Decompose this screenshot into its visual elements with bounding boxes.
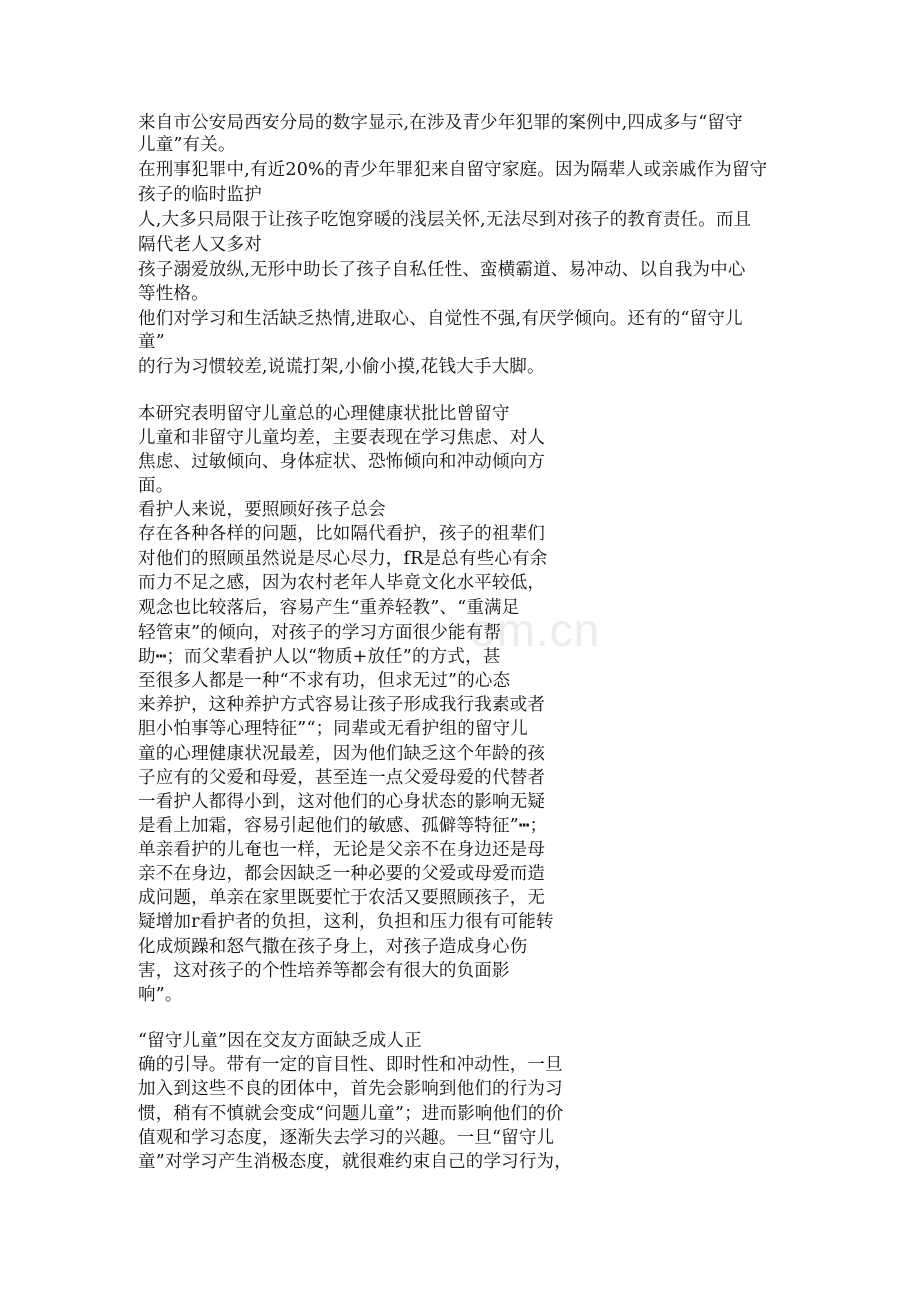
text-line: 的行为习惯较差,说谎打架,小偷小摸,花钱大手大脚。 <box>138 357 545 377</box>
text-line: “留守儿童”因在交友方面缺乏成人正 <box>138 1031 422 1051</box>
text-line: 面。 <box>138 476 174 496</box>
text-line: 单亲看护的儿奄也一样，无论是父亲不在身边还是母 <box>138 840 546 860</box>
text-line: 子应有的父爱和母爱，甚至连一点父爱母爱的代替者 <box>138 768 546 788</box>
text-line: 人,大多只局限于让孩子吃饱穿暖的浅层关怀,无法尽到对孩子的教育责任。而且 <box>138 210 752 230</box>
text-line: 胆小怕事等心理特征”“；同辈或无看护组的留守儿 <box>138 719 528 739</box>
text-line: 至很多人都是一种“不求有功，但求无过”的心态 <box>138 671 511 691</box>
text-line: 是看上加霜，容易引起他们的敏感、孤僻等特征”┅； <box>138 816 548 836</box>
text-line: 本研究表明留守儿童总的心理健康状批比曾留守 <box>138 404 510 424</box>
text-line: 响”。 <box>138 985 183 1005</box>
text-line: 加入到这些不良的团体中，首先会影响到他们的行为习 <box>138 1079 563 1099</box>
text-line: 孩子的临时监护 <box>138 185 262 205</box>
text-line: 来自市公安局西安分局的数字显示,在涉及青少年犯罪的案例中,四成多与“留守 <box>138 113 743 133</box>
text-line: 童”对学习产生消极态度，就很难约束自己的学习行为， <box>138 1152 572 1172</box>
text-line: 惯，稍有不慎就会变成“问题儿童”；进而影响他们的价 <box>138 1104 564 1124</box>
text-line: 对他们的照顾虽然说是尽心尽力，fR是总有些心有余 <box>138 549 548 569</box>
text-line: 亲不在身边，都会因缺乏一种必要的父爱或母爱而造 <box>138 864 546 884</box>
text-line: 化成烦躁和怒气撒在孩子身上，对孩子造成身心伤 <box>138 937 528 957</box>
text-line: 童的心理健康状况最差，因为他们缺乏这个年龄的孩 <box>138 744 546 764</box>
text-line: 而力不足之感，因为农村老年人毕竟文化水平较低， <box>138 573 546 593</box>
text-line: 焦虑、过敏倾向、身体症状、恐怖倾向和冲动倾向方 <box>138 452 546 472</box>
text-line: 他们对学习和生活缺乏热情,进取心、自觉性不强,有厌学倾向。还有的“留守儿 <box>138 309 743 329</box>
text-line: 儿童和非留守儿童均差，主要表现在学习焦虑、对人 <box>138 428 546 448</box>
text-line: 轻管束”的倾向，对孩子的学习方面很少能有帮 <box>138 623 502 643</box>
text-line: 成问题，单亲在家里既要忙于农活又要照顾孩子，无 <box>138 888 546 908</box>
text-line: 在刑事犯罪中,有近20%的青少年罪犯来自留守家庭。因为隔辈人或亲戚作为留守 <box>138 160 768 180</box>
text-line: 孩子溺爱放纵,无形中助长了孩子自私任性、蛮横霸道、易冲动、以自我为中心 <box>138 260 746 280</box>
watermark: om.cn <box>470 604 601 656</box>
text-line: 值观和学习态度，逐渐失去学习的兴趣。一旦“留守儿 <box>138 1128 555 1148</box>
text-line: 存在各种各样的问题，比如隔代看护，孩子的祖辈们 <box>138 524 546 544</box>
text-line: 等性格。 <box>138 284 209 304</box>
text-line: 一看护人都得小到，这对他们的心身状态的影响无疑 <box>138 792 546 812</box>
text-line: 儿童”有关。 <box>138 135 236 155</box>
text-line: 观念也比较落后，容易产生“重养轻教”、“重满足 <box>138 598 520 618</box>
text-line: 助┅；而父辈看护人以“物质+放任”的方式，甚 <box>138 647 501 667</box>
text-line: 来养护，这种养护方式容易让孩子形成我行我素或者 <box>138 695 546 715</box>
text-line: 隔代老人又多对 <box>138 235 262 255</box>
text-line: 害，这对孩子的个性培养等都会有很大的负面影 <box>138 961 510 981</box>
text-line: 确的引导。带有一定的盲目性、即时性和冲动性，一旦 <box>138 1055 563 1075</box>
text-line: 看护人来说，要照顾好孩子总会 <box>138 500 386 520</box>
text-line: 疑增加r看护者的负担，这利，负担和压力很有可能转 <box>138 912 554 932</box>
text-line: 童” <box>138 332 165 352</box>
